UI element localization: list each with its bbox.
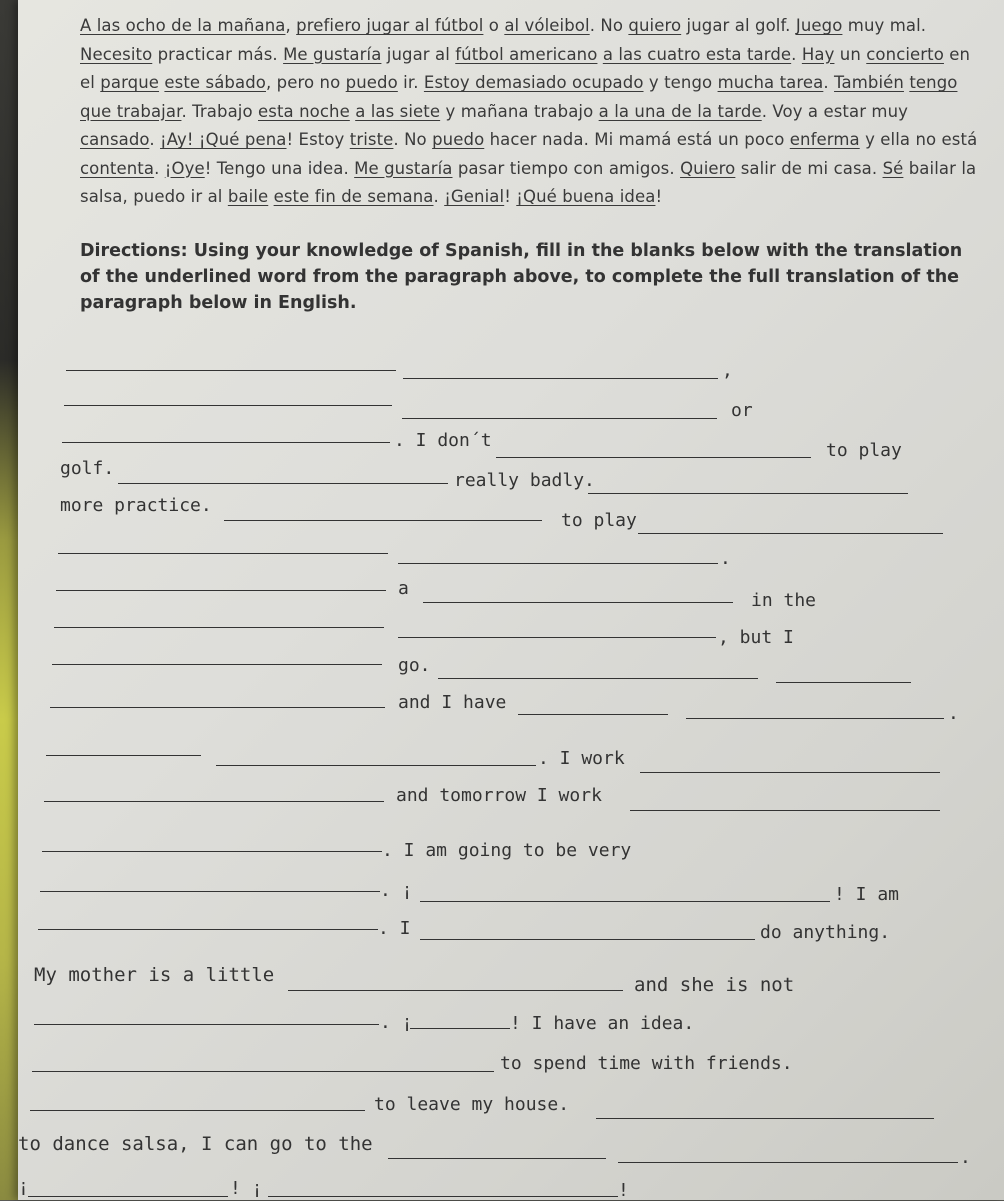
blank-29[interactable] xyxy=(40,891,380,892)
blank-25[interactable] xyxy=(640,772,940,773)
blank-9[interactable] xyxy=(224,520,542,521)
line-text: in the xyxy=(751,590,817,611)
blank-18[interactable] xyxy=(438,678,758,679)
line-text: . xyxy=(960,1147,971,1168)
line-text: golf. xyxy=(60,458,115,479)
paragraph-text: ! xyxy=(655,187,663,206)
blank-22[interactable] xyxy=(686,718,944,719)
underlined-word: concierto xyxy=(866,44,944,64)
paragraph-text: ! xyxy=(504,187,517,206)
underlined-word: baile xyxy=(227,187,269,206)
line-text: . ¡ xyxy=(380,880,413,901)
blank-10[interactable] xyxy=(638,533,943,534)
paragraph-text: , pero no xyxy=(265,73,346,92)
paragraph-text: en el xyxy=(80,44,971,92)
underlined-word: a la una de la tarde xyxy=(598,101,762,121)
line-text: ! I am xyxy=(834,884,900,905)
blank-1[interactable] xyxy=(66,370,396,371)
paragraph-text: ! Estoy xyxy=(286,130,350,149)
blank-38[interactable] xyxy=(596,1118,934,1119)
line-text: really badly. xyxy=(454,470,595,491)
blank-36[interactable] xyxy=(32,1071,494,1072)
line-text: . I am going to be very xyxy=(382,840,632,861)
blank-41[interactable] xyxy=(28,1196,228,1197)
line-text: ! I have an idea. xyxy=(510,1013,695,1034)
line-text: ! ¡ xyxy=(230,1178,263,1199)
underlined-word: Me gustaría xyxy=(354,158,453,178)
line-text: , but I xyxy=(718,627,794,648)
blank-14[interactable] xyxy=(423,602,733,603)
paragraph-text: ir. xyxy=(397,73,424,92)
paragraph-text: salir de mi casa. xyxy=(735,158,883,178)
paragraph-text: . Voy a estar muy xyxy=(761,101,909,121)
paragraph-text: jugar al xyxy=(381,44,456,64)
paragraph-text: , xyxy=(285,16,297,35)
underlined-word: prefiero jugar al fútbol xyxy=(296,16,484,35)
blank-2[interactable] xyxy=(403,378,718,379)
blank-24[interactable] xyxy=(216,765,536,766)
paragraph-text: o xyxy=(483,16,505,35)
paragraph-text: y mañana trabajo xyxy=(440,101,599,121)
blank-31[interactable] xyxy=(38,929,378,930)
underlined-word: puedo xyxy=(345,73,398,92)
line-text: . I xyxy=(378,918,411,939)
line-text: or xyxy=(731,400,753,421)
blank-39[interactable] xyxy=(388,1158,606,1159)
underlined-word: También xyxy=(834,73,904,92)
line-text: , xyxy=(722,360,733,381)
paragraph-text: . xyxy=(791,44,802,64)
paragraph-text: y ella no está xyxy=(859,130,978,149)
blank-13[interactable] xyxy=(56,590,386,591)
line-text: ¡ xyxy=(18,1176,29,1197)
underlined-word: ¡Ay! ¡Qué pena xyxy=(160,130,287,149)
underlined-word: ¡Qué buena idea xyxy=(516,187,656,206)
line-text: and she is not xyxy=(634,974,795,996)
line-text: a xyxy=(398,578,409,599)
underlined-word: Estoy demasiado ocupado xyxy=(423,73,644,92)
worksheet-page xyxy=(18,0,1004,1200)
paragraph-text: . xyxy=(823,73,835,92)
blank-5[interactable] xyxy=(62,442,390,443)
blank-35[interactable] xyxy=(410,1028,510,1029)
line-text: . xyxy=(720,548,731,569)
underlined-word: a las cuatro esta tarde xyxy=(602,44,792,64)
blank-26[interactable] xyxy=(44,801,384,802)
blank-30[interactable] xyxy=(420,901,830,902)
paragraph-text: ! Tengo una idea. xyxy=(204,158,355,178)
underlined-word: esta noche xyxy=(258,101,350,121)
blank-33[interactable] xyxy=(288,990,623,991)
underlined-word: a las siete xyxy=(355,101,441,121)
underlined-word: fútbol americano xyxy=(455,44,598,64)
paragraph-text: . No xyxy=(393,130,433,149)
line-text: to spend time with friends. xyxy=(500,1053,793,1074)
line-text: to play xyxy=(826,440,902,461)
underlined-word: Quiero xyxy=(680,158,736,178)
blank-27[interactable] xyxy=(630,810,940,811)
blank-28[interactable] xyxy=(42,851,382,852)
blank-6[interactable] xyxy=(496,457,811,458)
blank-32[interactable] xyxy=(420,939,755,940)
line-text: . I don´t xyxy=(394,430,492,451)
underlined-word: Hay xyxy=(801,44,835,64)
paragraph-text: pasar tiempo con amigos. xyxy=(452,158,681,178)
underlined-word: Me gustaría xyxy=(283,44,382,64)
underlined-word: mucha tarea xyxy=(717,73,824,92)
underlined-word: cansado xyxy=(80,130,150,149)
paragraph-text: muy mal. xyxy=(842,16,927,35)
blank-15[interactable] xyxy=(54,627,384,628)
blank-7[interactable] xyxy=(118,483,448,484)
blank-37[interactable] xyxy=(30,1110,365,1111)
blank-17[interactable] xyxy=(52,664,382,665)
underlined-word: al vóleibol xyxy=(504,16,590,35)
blank-4[interactable] xyxy=(402,418,717,419)
underlined-word: Necesito xyxy=(80,44,153,64)
line-text: . ¡ xyxy=(380,1012,413,1033)
blank-3[interactable] xyxy=(64,405,392,406)
paragraph-text: hacer nada. Mi mamá está un poco xyxy=(484,130,790,149)
blank-40[interactable] xyxy=(618,1162,958,1163)
blank-16[interactable] xyxy=(398,637,716,638)
blank-34[interactable] xyxy=(34,1024,379,1025)
line-text: and I have xyxy=(398,692,507,713)
blank-11[interactable] xyxy=(58,553,388,554)
blank-12[interactable] xyxy=(398,563,718,564)
underlined-word: ¡Genial xyxy=(444,187,505,206)
directions-text: Directions: Using your knowledge of Spanish, fill in the blanks below with the translation of the underlined word from the paragraph above, to complete the full translation of the paragraph below in English. xyxy=(80,241,963,313)
line-text: My mother is a little xyxy=(34,964,275,986)
line-text: . xyxy=(948,703,959,724)
paragraph-text: bailar la salsa, puedo ir al xyxy=(80,158,977,206)
blank-23[interactable] xyxy=(46,755,201,756)
blank-19[interactable] xyxy=(776,682,911,683)
paragraph-text: practicar más. xyxy=(152,44,284,64)
underlined-word: este sábado xyxy=(164,73,266,92)
underlined-word: enferma xyxy=(789,130,860,149)
blank-20[interactable] xyxy=(50,707,385,708)
underlined-word: tengo que trabajar xyxy=(80,73,958,121)
underlined-word: ¡Oye xyxy=(164,158,205,178)
underlined-word: este fin de semana xyxy=(273,187,434,206)
line-text: . I work xyxy=(538,748,625,769)
line-text: ! xyxy=(618,1180,629,1201)
paragraph-text: jugar al golf. xyxy=(681,16,796,35)
paragraph-text: . xyxy=(149,130,161,149)
paragraph-text: y tengo xyxy=(643,73,718,92)
line-text: to dance salsa, I can go to the xyxy=(18,1133,373,1155)
underlined-word: quiero xyxy=(628,16,682,35)
underlined-word: triste xyxy=(349,130,394,149)
line-text: to play xyxy=(561,510,637,531)
underlined-word: A las ocho de la mañana xyxy=(80,16,286,35)
blank-8[interactable] xyxy=(588,493,908,494)
paragraph-text: . No xyxy=(589,16,629,35)
paragraph-text: un xyxy=(834,44,867,64)
spanish-paragraph xyxy=(80,12,980,212)
line-text: to leave my house. xyxy=(374,1094,570,1115)
underlined-word: puedo xyxy=(432,130,485,149)
paragraph-text: . xyxy=(154,158,165,178)
underlined-word: Juego xyxy=(795,16,843,35)
underlined-word: parque xyxy=(100,73,160,92)
line-text: more practice. xyxy=(60,495,212,516)
line-text: and tomorrow I work xyxy=(396,785,602,806)
line-text: go. xyxy=(398,655,431,676)
blank-21[interactable] xyxy=(518,714,668,715)
underlined-word: contenta xyxy=(80,158,155,178)
blank-42[interactable] xyxy=(268,1196,618,1197)
paragraph-text: . xyxy=(433,187,445,206)
paragraph-text: . Trabajo xyxy=(181,101,259,121)
underlined-word: Sé xyxy=(882,158,904,178)
line-text: do anything. xyxy=(760,922,891,943)
